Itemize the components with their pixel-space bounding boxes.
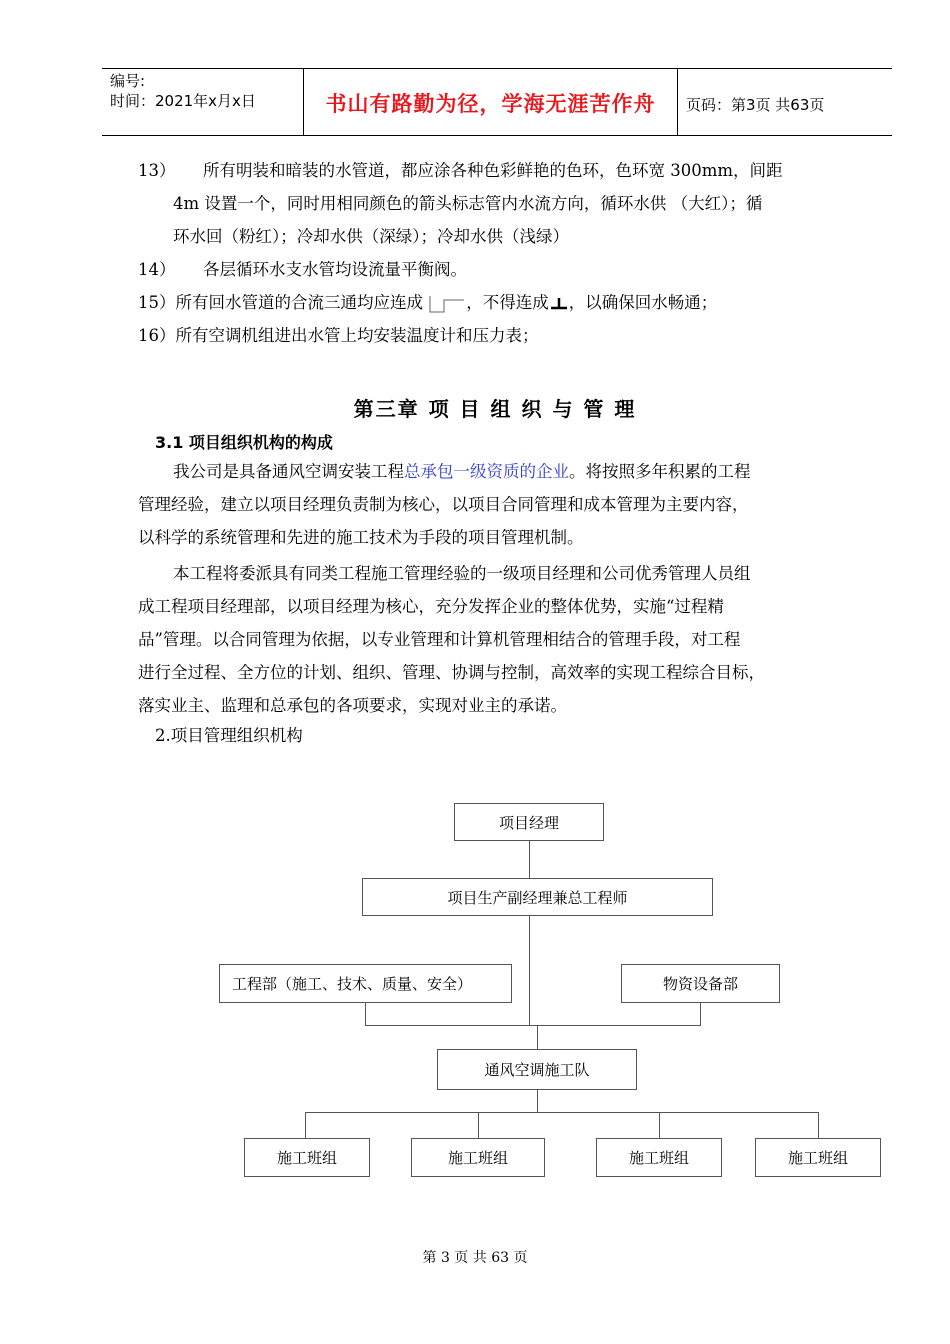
item-13-number: 13） [138, 161, 176, 180]
para2-line-1: 本工程将委派具有同类工程施工管理经验的一级项目经理和公司优秀管理人员组 [173, 564, 751, 583]
connector-dept-bar [365, 1025, 701, 1026]
item-13-line-3: 环水回（粉红）；冷却水供（深绿）；冷却水供（浅绿） [173, 227, 569, 246]
para1-line-2: 管理经验，建立以项目经理负责制为核心，以项目合同管理和成本管理为主要内容， [138, 495, 749, 514]
connector-group-4 [818, 1112, 819, 1138]
connector-group-2 [478, 1112, 479, 1138]
connector-team-down [537, 1089, 538, 1112]
tee-icon [549, 294, 569, 314]
chapter-title: 第三章 项 目 组 织 与 管 理 [353, 397, 637, 421]
item-14-text: 各层循环水支水管均设流量平衡阀。 [203, 260, 467, 279]
subsection-title: 2.项目管理组织机构 [155, 726, 303, 745]
org-deputy-manager: 项目生产副经理兼总工程师 [362, 878, 713, 916]
org-project-manager: 项目经理 [454, 803, 604, 841]
header-page: 页码：第3页 共63页 [686, 96, 825, 114]
connector-group-3 [659, 1112, 660, 1138]
org-engineering-dept: 工程部（施工、技术、质量、安全） [219, 964, 512, 1003]
item-15-text-c: ，以确保回水畅通； [568, 293, 718, 312]
item-15-text-b: ，不得连成 [466, 293, 549, 312]
connector-group-1 [305, 1112, 306, 1138]
header-top-rule [102, 68, 892, 69]
org-ventilation-team: 通风空调施工队 [437, 1049, 637, 1090]
para2-line-5: 落实业主、监理和总承包的各项要求，实现对业主的承诺。 [138, 696, 567, 715]
item-14-number: 14） [138, 260, 176, 279]
connector-deputy-down [529, 915, 530, 1025]
para2-line-4: 进行全过程、全方位的计划、组织、管理、协调与控制，高效率的实现工程综合目标， [138, 663, 765, 682]
connector-groups-bar [305, 1112, 819, 1113]
page-footer: 第 3 页 共 63 页 [422, 1250, 528, 1266]
connector-team-up [537, 1025, 538, 1049]
header-bottom-rule [102, 135, 892, 136]
para1-line-3: 以科学的系统管理和先进的施工技术为手段的项目管理机制。 [138, 528, 584, 547]
merge-tee-icon [428, 294, 466, 314]
item-13-line-2: 4m 设置一个，同时用相同颜色的箭头标志管内水流方向，循环水供 （大红）；循 [173, 194, 763, 213]
item-13-line-1: 所有明装和暗装的水管道，都应涂各种色彩鲜艳的色环，色环宽 300mm，间距 [203, 161, 783, 180]
item-15-number: 15） [138, 293, 176, 312]
header-motto: 书山有路勤为径，学海无涯苦作舟 [325, 92, 656, 116]
header-number: 编号: [110, 72, 146, 90]
org-materials-dept: 物资设备部 [621, 964, 780, 1003]
para1-text-a: 我公司是具备通风空调安装工程 [173, 462, 404, 481]
header-time: 时间：2021年x月x日 [110, 92, 256, 110]
org-work-group-2: 施工班组 [411, 1138, 545, 1177]
item-16 [138, 325, 539, 347]
para1-text-b: 。将按照多年积累的工程 [569, 462, 751, 481]
item-15 [138, 292, 717, 314]
item-15-text-a: 所有回水管道的合流三通均应连成 [175, 293, 423, 312]
para1-line-1 [173, 461, 751, 483]
item-16-number: 16） [138, 326, 176, 345]
org-work-group-1: 施工班组 [244, 1138, 370, 1177]
org-work-group-4: 施工班组 [755, 1138, 881, 1177]
qualification-link[interactable]: 总承包一级资质的企业 [404, 462, 569, 481]
connector-manager-deputy [529, 840, 530, 878]
header-divider-2 [677, 68, 678, 136]
section-title: 3.1 项目组织机构的构成 [155, 433, 333, 452]
connector-materials-down [700, 1002, 701, 1025]
connector-engineering-down [365, 1002, 366, 1025]
para2-line-3: 品”管理。以合同管理为依据，以专业管理和计算机管理相结合的管理手段，对工程 [138, 630, 741, 649]
para2-line-2: 成工程项目经理部，以项目经理为核心，充分发挥企业的整体优势，实施“过程精 [138, 597, 724, 616]
org-work-group-3: 施工班组 [596, 1138, 722, 1177]
item-16-text: 所有空调机组进出水管上均安装温度计和压力表； [175, 326, 539, 345]
